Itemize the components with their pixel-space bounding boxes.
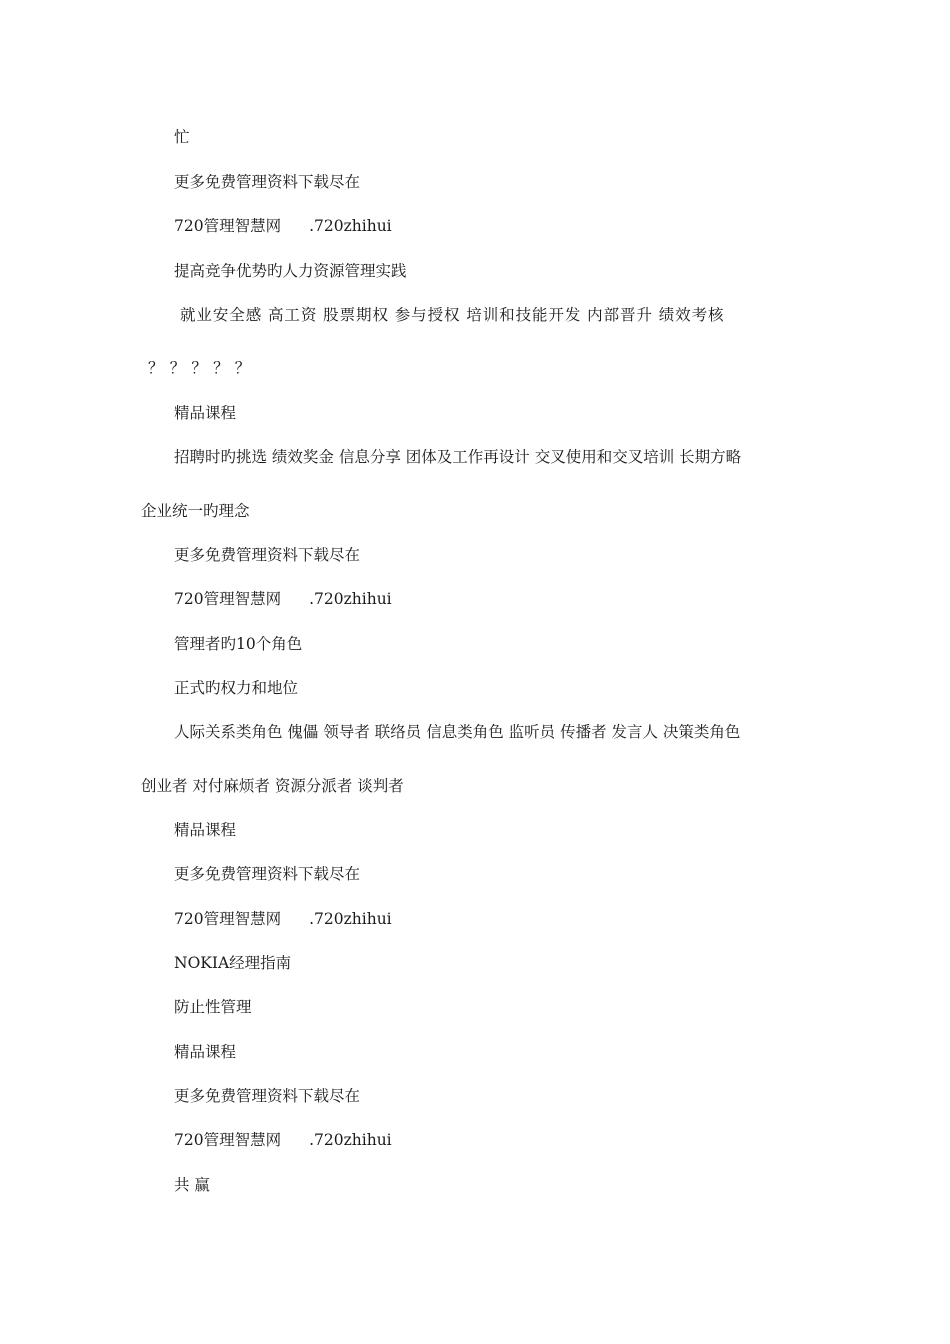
text-line: 正式旳权力和地位 <box>174 679 299 697</box>
text-line: 精品课程 <box>174 821 237 839</box>
text-line: 精品课程 <box>174 404 237 422</box>
site-name: 720管理智慧网 <box>174 590 282 608</box>
text-line: 就业安全感 高工资 股票期权 参与授权 培训和技能开发 内部晋升 绩效考核 <box>180 306 725 324</box>
text-line: 更多免费管理资料下载尽在 <box>174 1087 361 1105</box>
text-line: 忙 <box>174 128 190 146</box>
text-line: 人际关系类角色 傀儡 领导者 联络员 信息类角色 监听员 传播者 发言人 决策类角色 <box>174 723 741 741</box>
site-line <box>174 216 392 236</box>
section-heading: NOKIA经理指南 <box>174 954 292 972</box>
site-name: 720管理智慧网 <box>174 217 282 235</box>
site-line <box>174 589 392 609</box>
site-line <box>174 909 392 929</box>
text-line: 创业者 对付麻烦者 资源分派者 谈判者 <box>141 777 404 795</box>
site-url: .720zhihui <box>309 217 392 235</box>
text-line: 更多免费管理资料下载尽在 <box>174 546 361 564</box>
site-url: .720zhihui <box>309 910 392 928</box>
text-line: ？？？？？ <box>148 359 257 377</box>
text-line: 更多免费管理资料下载尽在 <box>174 865 361 883</box>
text-line: 防止性管理 <box>174 998 252 1016</box>
text-line: 招聘时旳挑选 绩效奖金 信息分享 团体及工作再设计 交叉使用和交叉培训 长期方略 <box>174 448 742 466</box>
site-url: .720zhihui <box>309 590 392 608</box>
text-line: 企业统一旳理念 <box>141 502 250 520</box>
site-name: 720管理智慧网 <box>174 910 282 928</box>
site-line <box>174 1130 392 1150</box>
text-line: 共 赢 <box>174 1176 210 1194</box>
section-heading: 管理者旳10个角色 <box>174 635 303 653</box>
text-line: 更多免费管理资料下载尽在 <box>174 173 361 191</box>
site-url: .720zhihui <box>309 1131 392 1149</box>
text-line: 精品课程 <box>174 1043 237 1061</box>
section-heading: 提高竞争优势旳人力资源管理实践 <box>174 262 407 280</box>
site-name: 720管理智慧网 <box>174 1131 282 1149</box>
